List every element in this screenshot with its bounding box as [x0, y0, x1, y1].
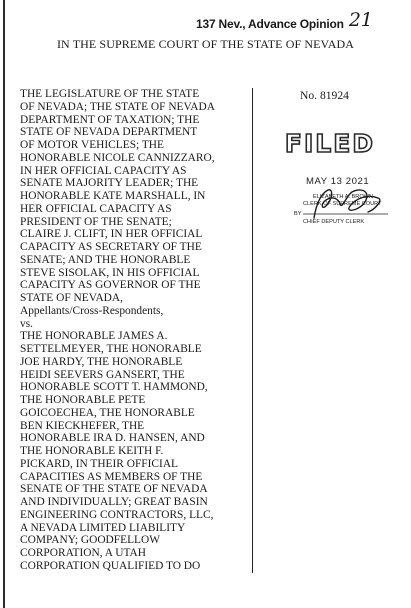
party-caption [20, 88, 253, 573]
caption-line: HONORABLE SCOTT T. HAMMOND, [20, 381, 208, 394]
caption-line: CAPACITIES AS MEMBERS OF THE [20, 470, 203, 483]
caption-line: JOE HARDY, THE HONORABLE [20, 355, 183, 368]
caption-line: OF MOTOR VEHICLES; THE [20, 139, 164, 151]
opinion-header [196, 11, 373, 33]
court-name: IN THE SUPREME COURT OF THE STATE OF NEVADA [56, 37, 355, 51]
case-number: No. 81924 [300, 89, 349, 102]
caption-line: PICKARD, IN THEIR OFFICIAL [20, 457, 179, 470]
caption-line: CORPORATION QUALIFIED TO DO [20, 559, 201, 572]
caption-line: IN HER OFFICIAL CAPACITY AS [20, 164, 187, 177]
filed-label: FILED [284, 129, 376, 158]
caption-line: STATE OF NEVADA, [20, 292, 123, 304]
caption-line: Appellants/Cross-Respondents, [20, 304, 164, 317]
caption-line: PRESIDENT OF THE SENATE; [20, 215, 172, 228]
caption-line: THE LEGISLATURE OF THE STATE [20, 88, 200, 100]
by-label: BY [294, 211, 302, 217]
caption-line: GOICOECHEA, THE HONORABLE [20, 406, 195, 419]
page-left-rule [3, 0, 5, 608]
caption-line: STATE OF NEVADA DEPARTMENT [20, 126, 198, 139]
caption-line: THE HONORABLE PETE [20, 394, 146, 406]
filed-date: MAY 13 2021 [306, 176, 370, 187]
caption-line: BEN KIECKHEFER, THE [20, 419, 145, 432]
caption-line: DEPARTMENT OF TAXATION; THE [20, 113, 200, 126]
deputy-title: CHIEF DEPUTY CLERK [303, 219, 365, 225]
caption-line: THE HONORABLE KEITH F. [20, 445, 164, 457]
clerk-title: CLERK OF SUPREME COURT [303, 201, 382, 207]
caption-line: HEIDI SEEVERS GANSERT, THE [20, 368, 185, 381]
caption-line: COMPANY; GOODFELLOW [20, 534, 160, 547]
caption-line: THE HONORABLE JAMES A. [20, 330, 168, 343]
caption-line: CORPORATION, A UTAH [20, 547, 146, 559]
caption-line: HONORABLE IRA D. HANSEN, AND [20, 432, 205, 445]
opinion-label: 137 Nev., Advance Opinion [196, 17, 344, 31]
caption-line: SENATE OF THE STATE OF NEVADA [20, 483, 208, 496]
caption-line: CLAIRE J. CLIFT, IN HER OFFICIAL [20, 228, 203, 241]
caption-line: vs. [20, 317, 33, 330]
caption-line: CAPACITY AS SECRETARY OF THE [20, 241, 202, 253]
caption-line: OF NEVADA; THE STATE OF NEVADA [20, 100, 215, 113]
filed-stamp [256, 120, 406, 240]
clerk-name: ELIZABETH A. BROWN [313, 194, 373, 200]
caption-line: SENATE; AND THE HONORABLE [20, 253, 191, 266]
caption-line: A NEVADA LIMITED LIABILITY [20, 521, 186, 534]
caption-line: ENGINEERING CONTRACTORS, LLC, [20, 508, 214, 521]
caption-line: STEVE SISOLAK, IN HIS OFFICIAL [20, 266, 200, 279]
caption-line: HONORABLE KATE MARSHALL, IN [20, 190, 206, 202]
caption-line: HONORABLE NICOLE CANNIZZARO, [20, 151, 215, 164]
caption-line: CAPACITY AS GOVERNOR OF THE [20, 279, 201, 292]
caption-line: AND INDIVIDUALLY; GREAT BASIN [20, 496, 208, 508]
opinion-number: 21 [348, 9, 373, 31]
caption-line: HER OFFICIAL CAPACITY AS [20, 202, 172, 215]
caption-line: SENATE MAJORITY LEADER; THE [20, 177, 199, 190]
caption-line: SETTELMEYER, THE HONORABLE [20, 343, 202, 355]
